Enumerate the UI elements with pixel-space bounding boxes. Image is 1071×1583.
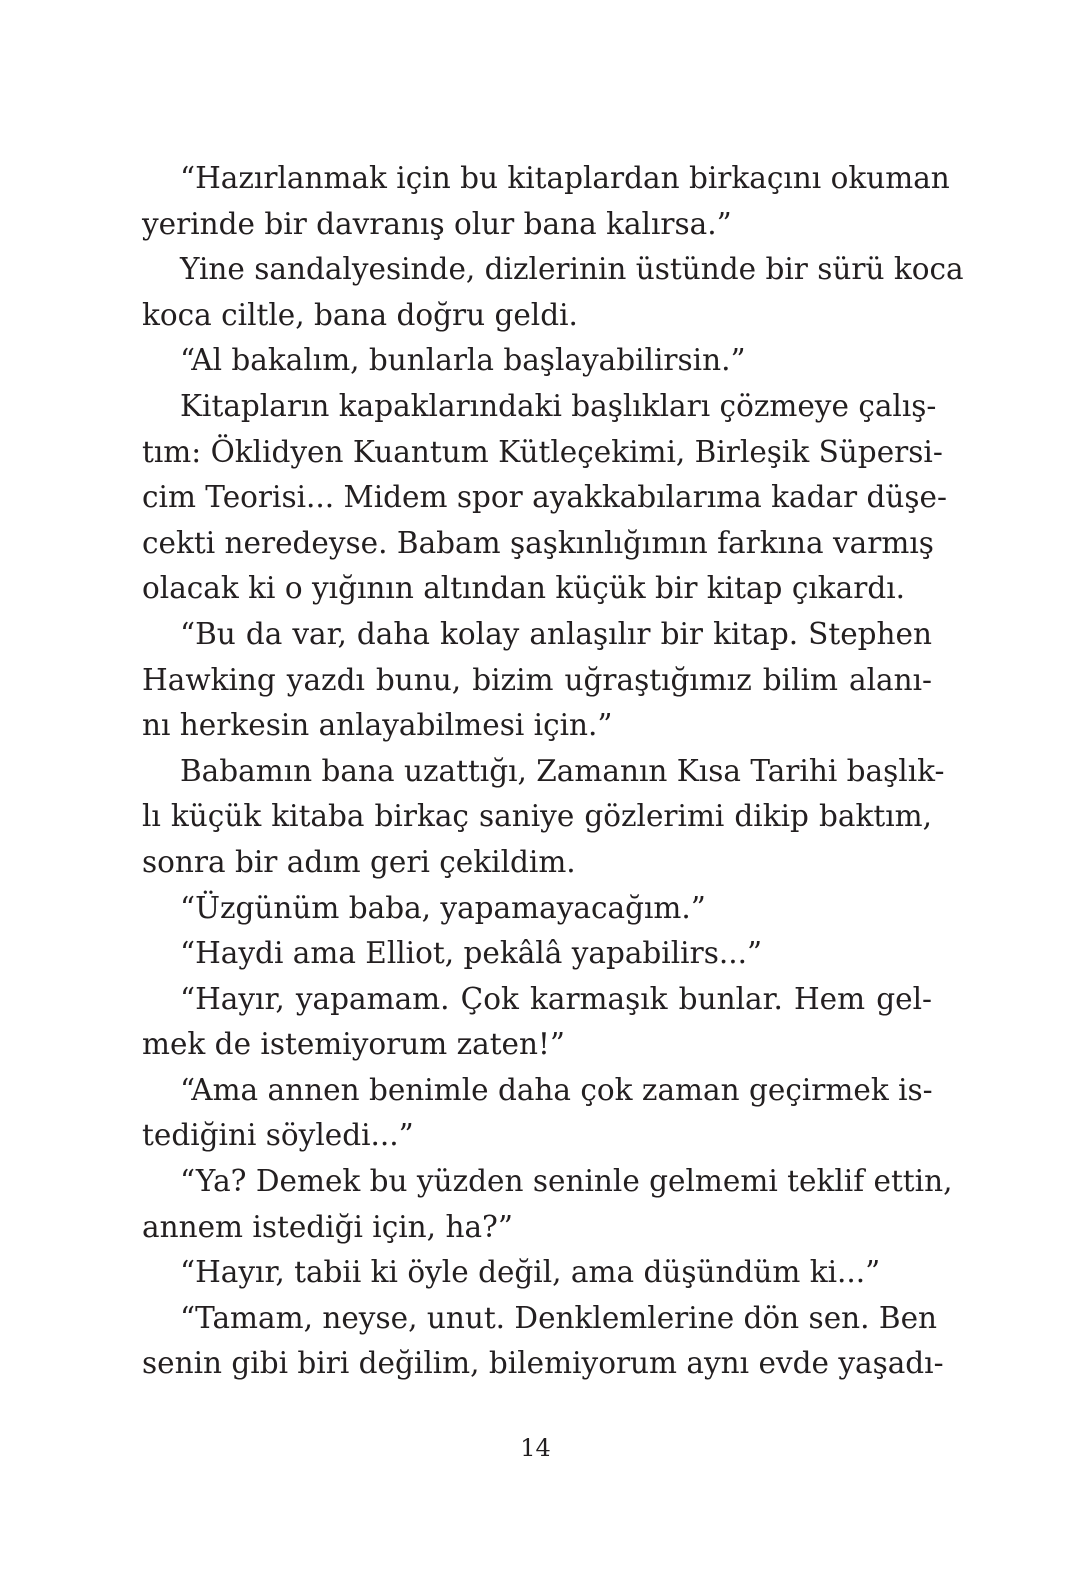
text-line: “Ama annen benimle daha çok zaman geçirmek is- [180,1072,933,1107]
text-line: “Tamam, neyse, unut. Denklemlerine dön sen. Ben [180,1300,938,1335]
text-line: senin gibi biri değilim, bilemiyorum aynı evde yaşadı- [142,1346,944,1381]
text-line: Kitapların kapaklarındaki başlıkları çözmeye çalış- [180,388,937,423]
text-line: cim Teorisi... Midem spor ayakkabılarıma kadar düşe- [142,480,947,515]
text-line: Hawking yazdı bunu, bizim uğraştığımız bilim alanı- [142,662,932,697]
page-number: 14 [520,1434,551,1462]
text-line: “Üzgünüm baba, yapamayacağım.” [180,890,706,925]
text-line: Yine sandalyesinde, dizlerinin üstünde bir sürü koca [180,252,964,287]
text-line: “Hayır, yapamam. Çok karmaşık bunlar. Hem gel- [180,981,932,1016]
text-line: annem istediği için, ha?” [142,1209,513,1244]
text-line: “Bu da var, daha kolay anlaşılır bir kitap. Stephen [180,616,932,651]
text-line: Babamın bana uzattığı, Zamanın Kısa Tarihi başlık- [180,753,945,788]
text-line: “Ya? Demek bu yüzden seninle gelmemi teklif ettin, [180,1164,953,1199]
text-line: koca ciltle, bana doğru geldi. [142,297,578,332]
text-line: mek de istemiyorum zaten!” [142,1027,565,1062]
text-line: tım: Öklidyen Kuantum Kütleçekimi, Birleşik Süpersi- [142,434,943,469]
text-line: nı herkesin anlayabilmesi için.” [142,708,613,743]
text-line: “Haydi ama Elliot, pekâlâ yapabilirs...” [180,936,763,971]
text-line: “Hayır, tabii ki öyle değil, ama düşündüm ki...” [180,1255,881,1290]
text-line: lı küçük kitaba birkaç saniye gözlerimi dikip baktım, [142,799,932,834]
text-line: “Al bakalım, bunlarla başlayabilirsin.” [180,343,746,378]
text-line: yerinde bir davranış olur bana kalırsa.” [142,206,732,241]
text-line: sonra bir adım geri çekildim. [142,844,576,879]
text-line: tediğini söyledi...” [142,1118,414,1153]
text-line: olacak ki o yığının altından küçük bir kitap çıkardı. [142,571,906,606]
text-line: cekti neredeyse. Babam şaşkınlığımın farkına varmış [142,525,934,560]
body-text [142,156,964,1387]
text-line: “Hazırlanmak için bu kitaplardan birkaçını okuman [180,161,950,195]
